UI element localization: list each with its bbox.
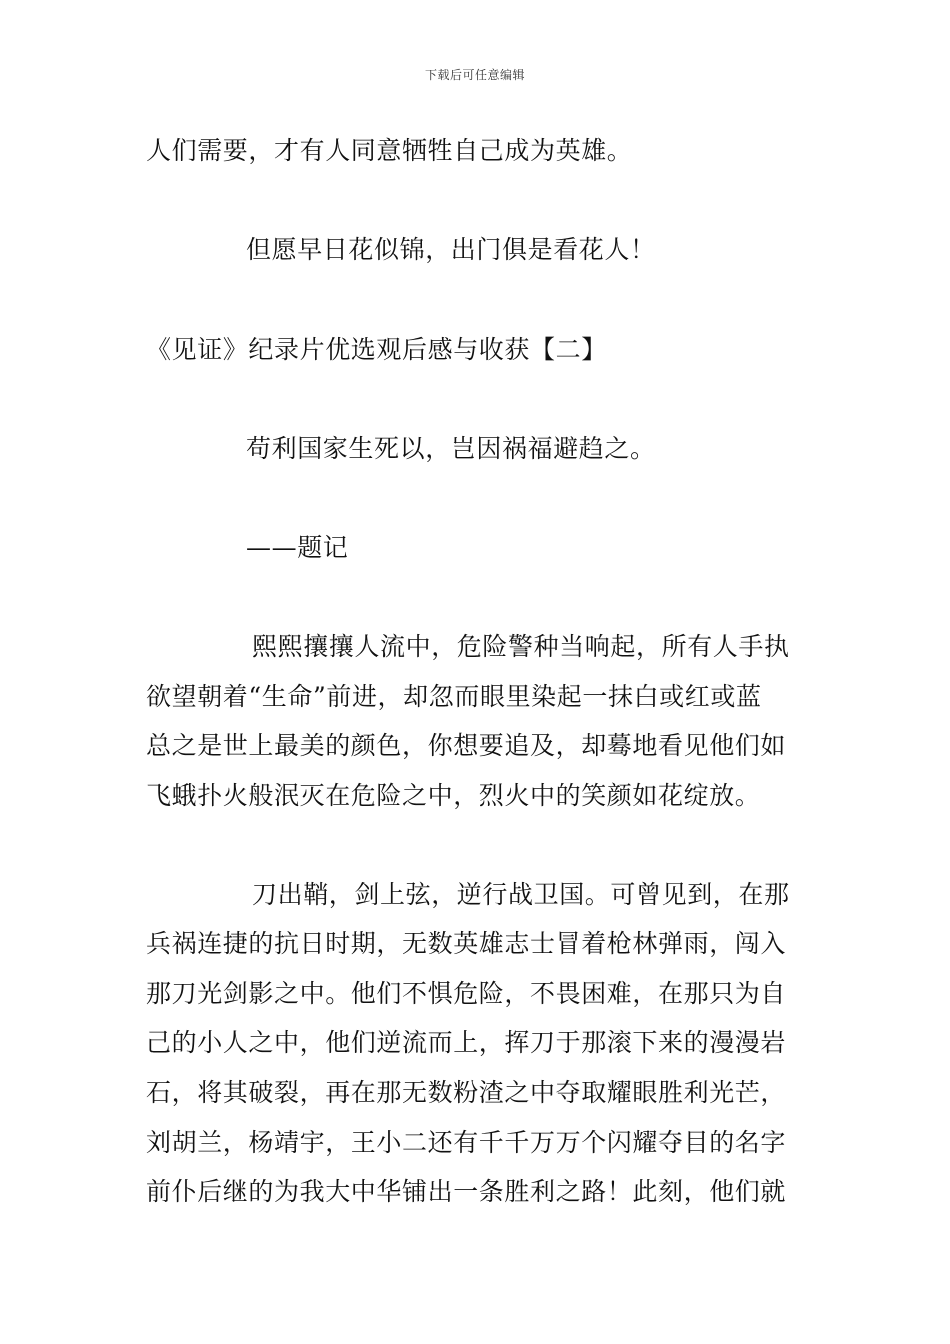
- paragraph-line: 己的小人之中，他们逆流而上，挥刀于那滚下来的漫漫岩: [146, 1028, 787, 1057]
- paragraph-line: 熙熙攘攘人流中，危险警种当响起，所有人手执: [252, 632, 790, 661]
- paragraph-line: 石，将其破裂，再在那无数粉渣之中夺取耀眼胜利光芒，: [146, 1078, 787, 1107]
- paragraph-line: 总之是世上最美的颜色，你想要追及，却蓦地看见他们如: [146, 731, 787, 760]
- epigraph-attribution: ——题记: [246, 533, 349, 562]
- paragraph-line: 那刀光剑影之中。他们不惧危险，不畏困难，在那只为自: [146, 979, 787, 1008]
- paragraph-line: 刘胡兰，杨靖宇，王小二还有千千万万个闪耀夺目的名字: [146, 1128, 787, 1157]
- paragraph-line: 刀出鞘，剑上弦，逆行战卫国。可曾见到，在那: [252, 880, 790, 909]
- paragraph-line: 飞蛾扑火般泯灭在危险之中，烈火中的笑颜如花绽放。: [146, 781, 761, 810]
- paragraph-line: 前仆后继的为我大中华铺出一条胜利之路！此刻，他们就: [146, 1177, 787, 1206]
- page-header: 下载后可任意编辑: [424, 68, 525, 82]
- section-title: 《见证》纪录片优选观后感与收获【二】: [146, 335, 607, 364]
- paragraph-line: 兵祸连捷的抗日时期，无数英雄志士冒着枪林弹雨，闯入: [146, 929, 787, 958]
- epigraph-line: 苟利国家生死以，岂因祸福避趋之。: [246, 434, 656, 463]
- paragraph-line: 欲望朝着“生命”前进，却忽而眼里染起一抹白或红或蓝: [146, 682, 762, 711]
- text-line: 人们需要，才有人同意牺牲自己成为英雄。: [146, 136, 633, 165]
- poem-line: 但愿早日花似锦，出门俱是看花人！: [246, 235, 656, 264]
